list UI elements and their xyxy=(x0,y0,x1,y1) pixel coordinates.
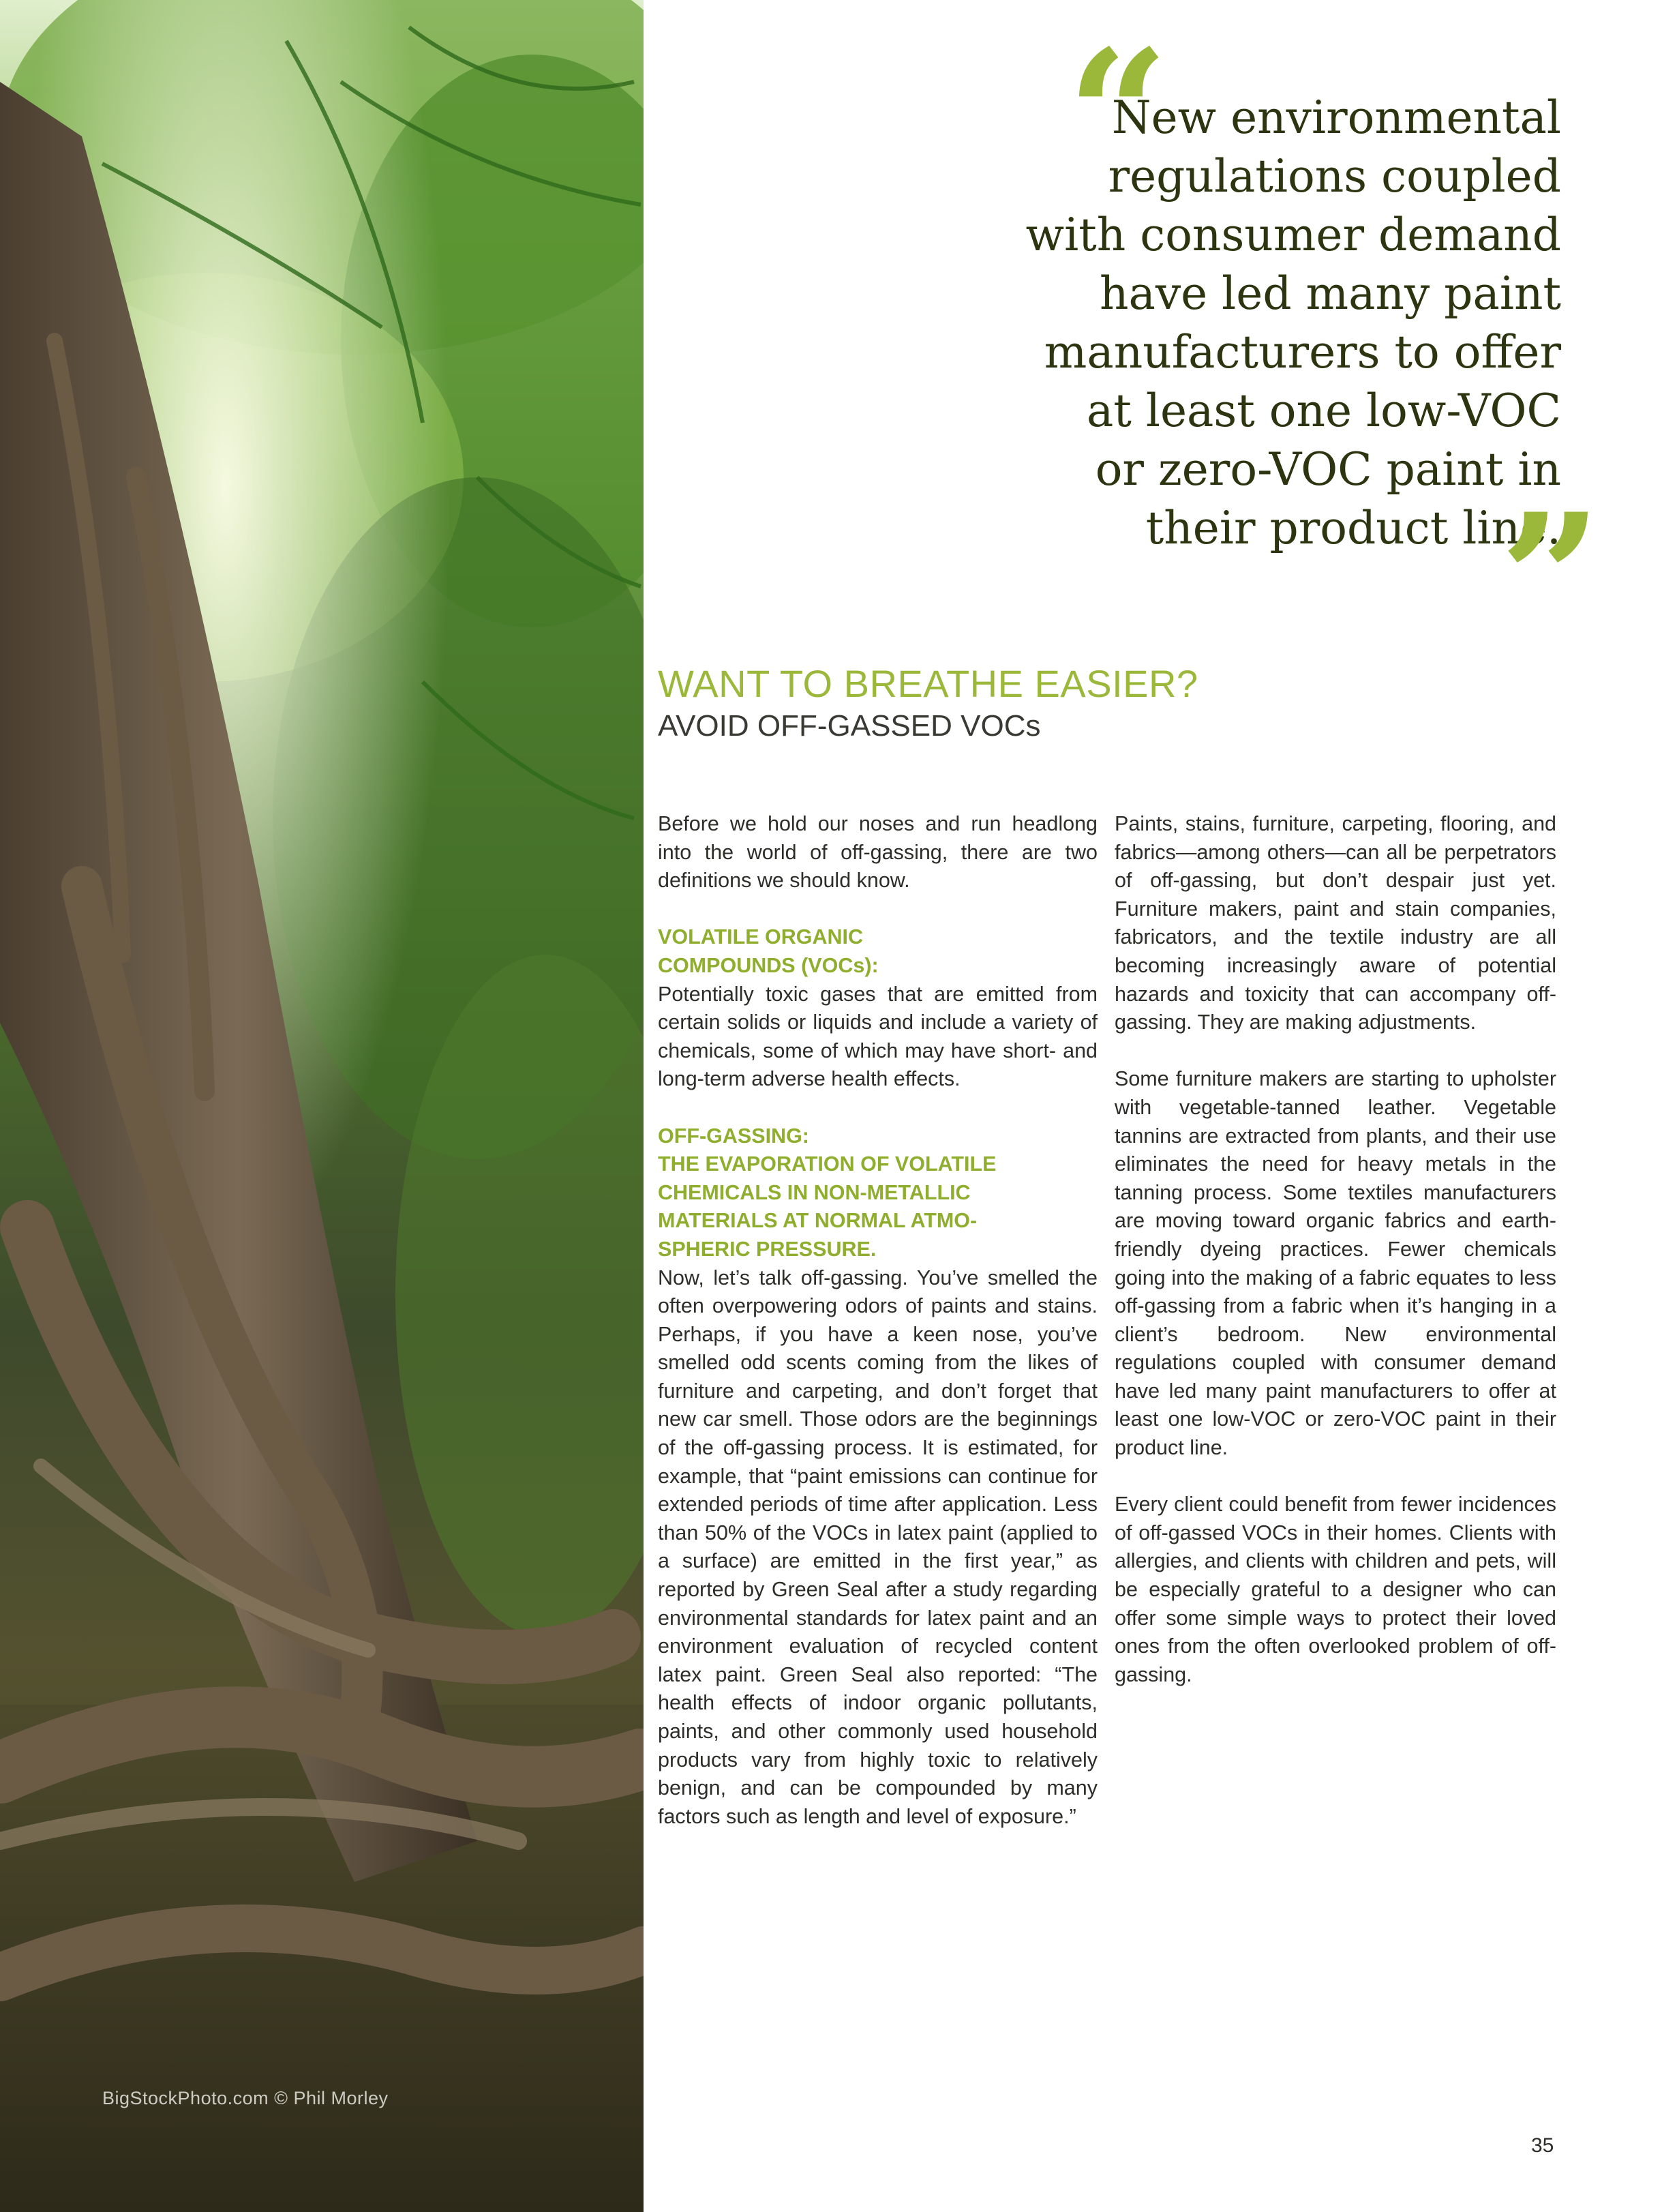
term-heading-line: SPHERIC PRESSURE. xyxy=(658,1237,877,1261)
rainforest-tree-illustration xyxy=(0,0,644,2212)
close-quote-mark: ” xyxy=(1500,475,1602,683)
left-column xyxy=(658,810,1098,1859)
term-heading-line: VOLATILE ORGANIC xyxy=(658,925,864,949)
term-heading-off-gassing xyxy=(658,1122,1098,1264)
photo-credit: BigStockPhoto.com © Phil Morley xyxy=(102,2088,389,2108)
pull-quote-line: at least one low-VOC xyxy=(1087,385,1561,437)
body-paragraph: Paints, stains, furniture, carpeting, flooring, and fabrics—among others—can all be perpetrators of off-gassing, but don’t despair just yet. Furniture makers, paint and stain companies, fabricators, and the textile industry are all becoming increasingly aware of potential hazards and toxicity that can accompany off-gassing. They are making adjustments. xyxy=(1115,812,1556,1034)
page-number: 35 xyxy=(1531,2134,1554,2157)
pull-quote-line: or zero-VOC paint in xyxy=(1095,443,1561,496)
term-heading-line: CHEMICALS IN NON-METALLIC xyxy=(658,1180,971,1204)
term-heading-line: OFF-GASSING: xyxy=(658,1124,809,1148)
open-quote-mark: “ xyxy=(1067,12,1169,220)
pull-quote-line: their product line. xyxy=(1145,502,1561,554)
body-paragraph: Every client could benefit from fewer incidences of off-gassed VOCs in their homes. Clients with allergies, and clients with children and pets, will be especially grateful to a designer who can offer some simple ways to protect their loved ones from the often overlooked problem of off-gassing. xyxy=(1115,1493,1556,1686)
pull-quote-line: have led many paint xyxy=(1099,267,1561,320)
pull-quote-line: with consumer demand xyxy=(1025,209,1561,261)
article-subhead: AVOID OFF-GASSED VOCs xyxy=(658,709,1041,743)
article-headline: WANT TO BREATHE EASIER? xyxy=(658,662,1198,705)
pull-quote-line: regulations coupled xyxy=(1108,150,1561,203)
term-heading-line: MATERIALS AT NORMAL ATMO- xyxy=(658,1209,978,1233)
intro-paragraph: Before we hold our noses and run headlong into the world of off-gassing, there are two definitions we should know. xyxy=(658,812,1098,893)
pull-quote xyxy=(995,89,1561,558)
body-paragraph: Some furniture makers are starting to upholster with vegetable-tanned leather. Vegetable tannins are extracted from plants, and their use eliminates the need for heavy metals in the tanning process. Some textiles manufacturers are moving toward organic fabrics and earth-friendly dyeing practices. Fewer chemicals going into the making of a fabric equates to less off-gassing from a fabric when it’s hanging in a client’s bedroom. New environmental regulations coupled with consumer demand have led many paint manufacturers to offer at least one low-VOC or zero-VOC paint in their product line. xyxy=(1115,1067,1556,1460)
pull-quote-line: manufacturers to offer xyxy=(1044,326,1561,378)
pull-quote-line: New environmental xyxy=(1111,91,1561,144)
term-heading-line: THE EVAPORATION OF VOLATILE xyxy=(658,1152,997,1176)
rainforest-photo xyxy=(0,0,644,2212)
term-definition-voc: Potentially toxic gases that are emitted from certain solids or liquids and include a variety of chemicals, some of which may have short- and long-term adverse health effects. xyxy=(658,982,1098,1091)
term-heading-line: COMPOUNDS (VOCs): xyxy=(658,953,879,977)
right-column xyxy=(1115,810,1556,1718)
term-heading-voc xyxy=(658,923,1098,980)
term-definition-off-gassing: Now, let’s talk off-gassing. You’ve smelled the often overpowering odors of paints and stains. Perhaps, if you have a keen nose, you’ve smelled odd scents coming from the likes of furniture and carpeting, and don’t forget that new car smell. Those odors are the beginnings of the off-gassing process. It is estimated, for example, that “paint emissions can continue for extended periods of time after application. Less than 50% of the VOCs in latex paint (applied to a surface) are emitted in the first year,” as reported by Green Seal after a study regarding environmental standards for latex paint and an environment evaluation of recycled content latex paint. Green Seal also reported: “The health effects of indoor organic pollutants, paints, and other commonly used household products vary from highly toxic to relatively benign, and can be compounded by many factors such as length and level of exposure.” xyxy=(658,1266,1098,1828)
